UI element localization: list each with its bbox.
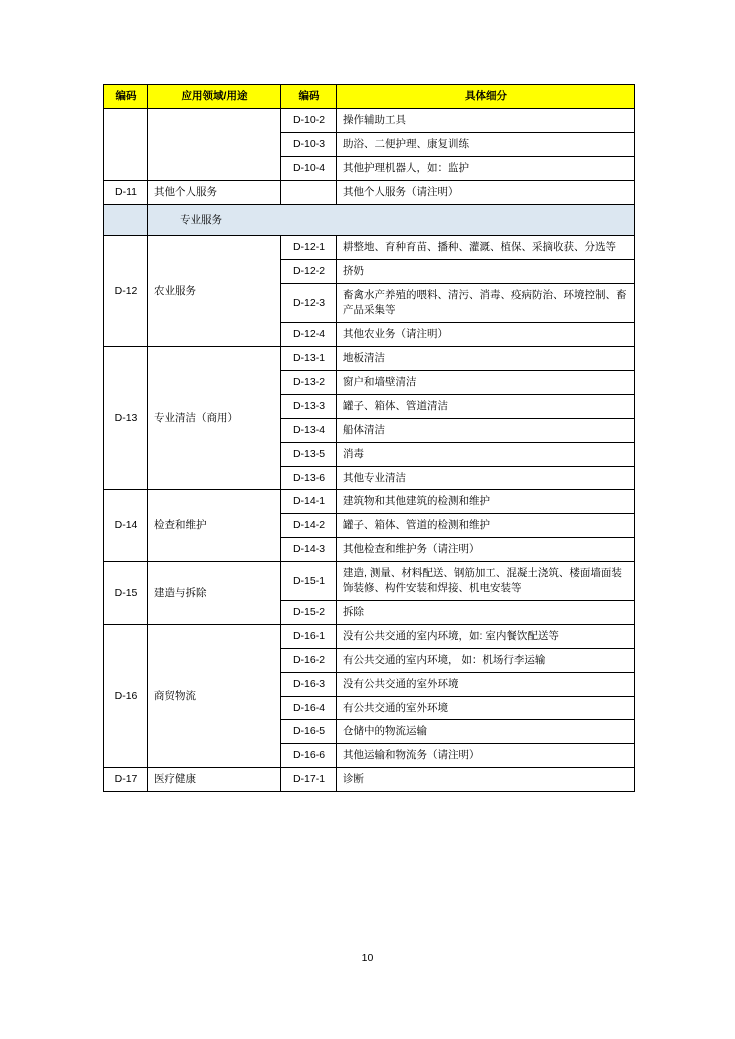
cell-code-2: D-14-1	[281, 490, 337, 514]
cell-detail: 船体清洁	[337, 418, 635, 442]
cell-field: 医疗健康	[148, 768, 281, 792]
table-row	[104, 346, 635, 370]
cell-detail: 有公共交通的室内环境， 如：机场行李运输	[337, 648, 635, 672]
cell-field: 检查和维护	[148, 490, 281, 562]
cell-code-1: D-15	[104, 562, 148, 625]
cell-detail: 没有公共交通的室内环境，如: 室内餐饮配送等	[337, 624, 635, 648]
cell-code-2: D-12-1	[281, 236, 337, 260]
table-row	[104, 562, 635, 601]
cell-detail: 罐子、箱体、管道清洁	[337, 394, 635, 418]
cell-code-1	[104, 108, 148, 180]
cell-detail: 其他运输和物流务（请注明）	[337, 744, 635, 768]
cell-code-2: D-13-6	[281, 466, 337, 490]
cell-code-1: D-13	[104, 346, 148, 489]
cell-detail: 没有公共交通的室外环境	[337, 672, 635, 696]
cell-detail: 其他农业务（请注明）	[337, 323, 635, 347]
cell-code-2: D-12-4	[281, 323, 337, 347]
cell-code-2: D-15-2	[281, 600, 337, 624]
page-number: 10	[361, 952, 374, 964]
cell-detail: 消毒	[337, 442, 635, 466]
cell-code-2: D-14-2	[281, 514, 337, 538]
cell-detail: 耕整地、育种育苗、播种、灌溉、植保、采摘收获、分选等	[337, 236, 635, 260]
header-detail: 具体细分	[337, 85, 635, 109]
cell-field: 农业服务	[148, 236, 281, 347]
cell-code-2: D-16-3	[281, 672, 337, 696]
cell-code-1: D-17	[104, 768, 148, 792]
cell-detail: 助浴、二便护理、康复训练	[337, 132, 635, 156]
cell-code-2: D-12-2	[281, 260, 337, 284]
table-row	[104, 236, 635, 260]
header-code-2: 编码	[281, 85, 337, 109]
header-code-1: 编码	[104, 85, 148, 109]
table-row	[104, 624, 635, 648]
cell-field: 其他个人服务	[148, 180, 281, 204]
cell-detail: 其他护理机器人，如：监护	[337, 156, 635, 180]
cell-field: 建造与拆除	[148, 562, 281, 625]
cell-code-2: D-13-2	[281, 370, 337, 394]
cell-field	[148, 108, 281, 180]
cell-code-2: D-10-4	[281, 156, 337, 180]
header-field: 应用领域/用途	[148, 85, 281, 109]
classification-table	[103, 84, 635, 792]
cell-code-2: D-13-3	[281, 394, 337, 418]
cell-detail: 建造, 测量、材料配送、钢筋加工、混凝土浇筑、楼面墙面装饰装修、构件安装和焊接、机电安装等	[337, 562, 635, 601]
cell-code-1: D-11	[104, 180, 148, 204]
cell-code-2: D-16-1	[281, 624, 337, 648]
cell-code-2: D-16-2	[281, 648, 337, 672]
cell-detail: 仓储中的物流运输	[337, 720, 635, 744]
table-row	[104, 108, 635, 132]
cell-code-2: D-13-5	[281, 442, 337, 466]
cell-field: 专业清洁（商用）	[148, 346, 281, 489]
cell-code-1: D-16	[104, 624, 148, 767]
table-header	[104, 85, 635, 109]
cell-detail: 建筑物和其他建筑的检测和维护	[337, 490, 635, 514]
cell-code-2: D-12-3	[281, 284, 337, 323]
cell-field: 商贸物流	[148, 624, 281, 767]
cell-code-2: D-14-3	[281, 538, 337, 562]
table-body	[104, 108, 635, 791]
cell-code-1: D-14	[104, 490, 148, 562]
table-row	[104, 490, 635, 514]
section-label: 专业服务	[148, 204, 635, 236]
cell-detail: 地板清洁	[337, 346, 635, 370]
cell-code-2: D-16-4	[281, 696, 337, 720]
table-section-row	[104, 204, 635, 236]
cell-detail: 窗户和墙壁清洁	[337, 370, 635, 394]
cell-code-2	[281, 180, 337, 204]
cell-code-2: D-10-3	[281, 132, 337, 156]
cell-detail: 罐子、箱体、管道的检测和维护	[337, 514, 635, 538]
section-empty-cell	[104, 204, 148, 236]
cell-detail: 其他检查和维护务（请注明）	[337, 538, 635, 562]
cell-detail: 其他个人服务（请注明）	[337, 180, 635, 204]
cell-detail: 其他专业清洁	[337, 466, 635, 490]
cell-code-2: D-16-6	[281, 744, 337, 768]
cell-code-2: D-15-1	[281, 562, 337, 601]
cell-detail: 挤奶	[337, 260, 635, 284]
cell-code-1: D-12	[104, 236, 148, 347]
table-header-row	[104, 85, 635, 109]
table-row	[104, 768, 635, 792]
cell-code-2: D-13-4	[281, 418, 337, 442]
cell-code-2: D-10-2	[281, 108, 337, 132]
cell-code-2: D-13-1	[281, 346, 337, 370]
table-row	[104, 180, 635, 204]
cell-code-2: D-16-5	[281, 720, 337, 744]
cell-detail: 诊断	[337, 768, 635, 792]
cell-code-2: D-17-1	[281, 768, 337, 792]
cell-detail: 操作辅助工具	[337, 108, 635, 132]
cell-detail: 有公共交通的室外环境	[337, 696, 635, 720]
cell-detail: 拆除	[337, 600, 635, 624]
cell-detail: 畜禽水产养殖的喂料、清污、消毒、疫病防治、环境控制、畜产品采集等	[337, 284, 635, 323]
